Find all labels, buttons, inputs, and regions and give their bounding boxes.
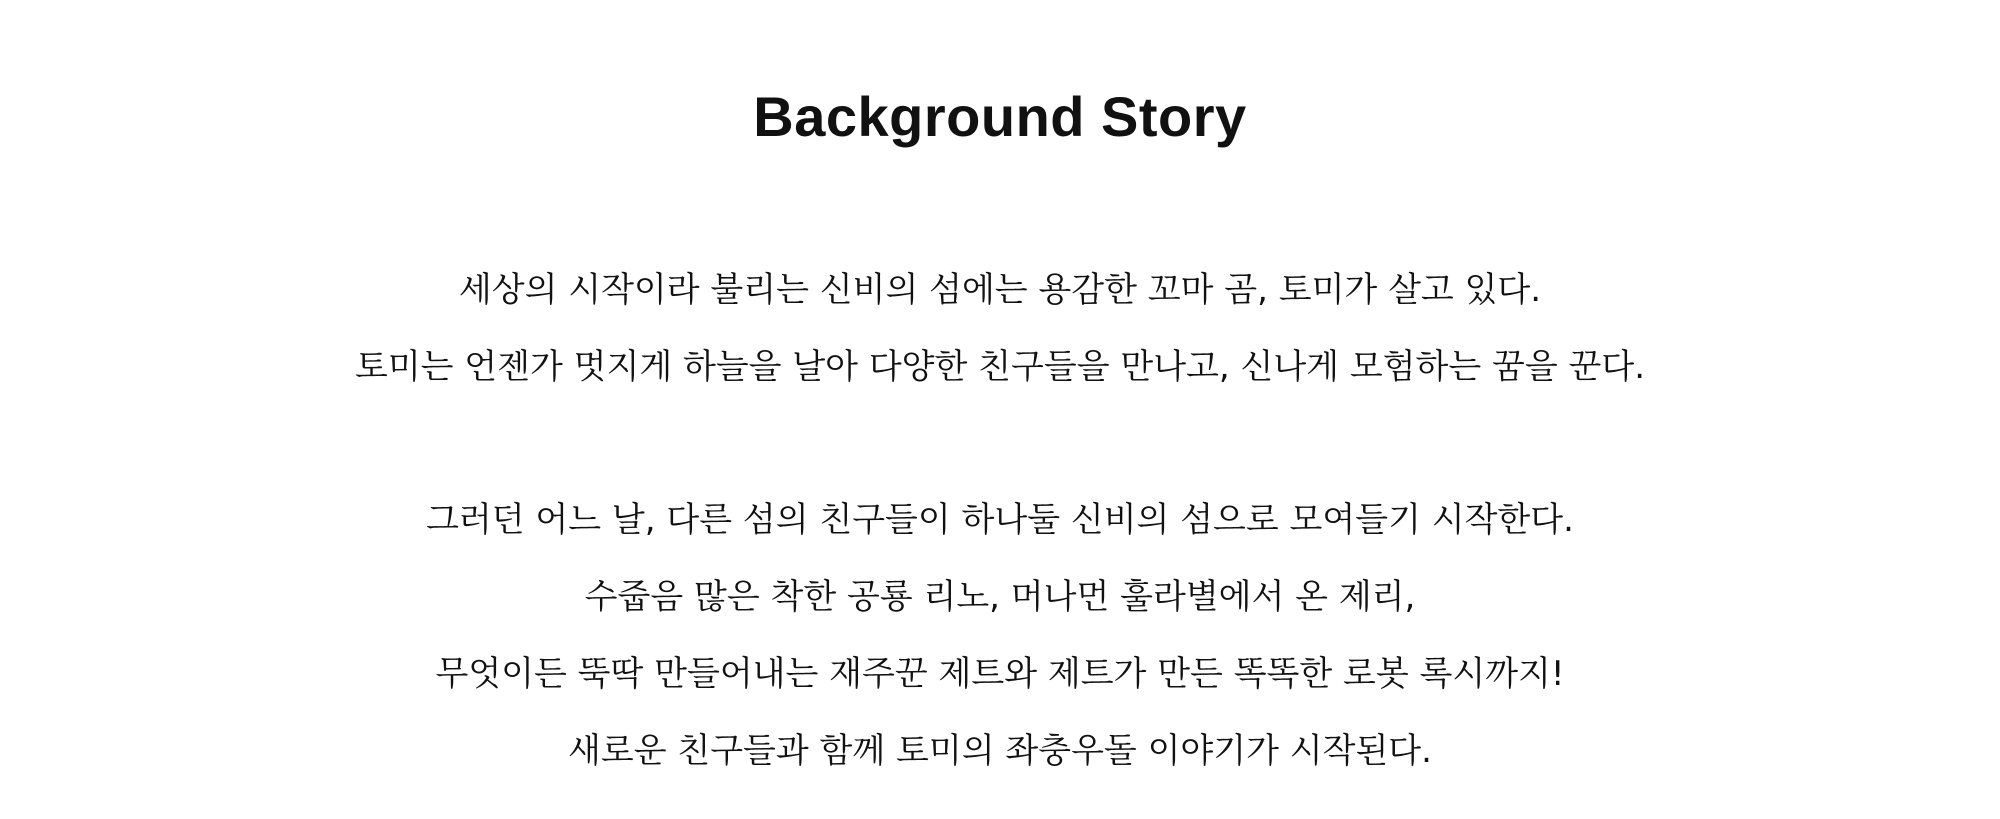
story-line: 토미는 언젠가 멋지게 하늘을 날아 다양한 친구들을 만나고, 신나게 모험하는 꿈을 꾼다. [354,347,1646,387]
story-line: 새로운 친구들과 함께 토미의 좌충우돌 이야기가 시작된다. [568,731,1432,771]
page-title: Background Story [753,85,1247,148]
story-line: 수줍음 많은 착한 공룡 리노, 머나먼 훌라별에서 온 제리, [584,577,1416,617]
story-line: 세상의 시작이라 불리는 신비의 섬에는 용감한 꼬마 곰, 토미가 살고 있다. [458,270,1542,310]
story-line: 무엇이든 뚝딱 만들어내는 재주꾼 제트와 제트가 만든 똑똑한 로봇 록시까지! [435,654,1565,694]
story-line: 그러던 어느 날, 다른 섬의 친구들이 하나둘 신비의 섬으로 모여들기 시작한다. [426,500,1574,540]
story-paragraph-1 [0,252,2000,406]
story-paragraph-2 [0,482,2000,790]
